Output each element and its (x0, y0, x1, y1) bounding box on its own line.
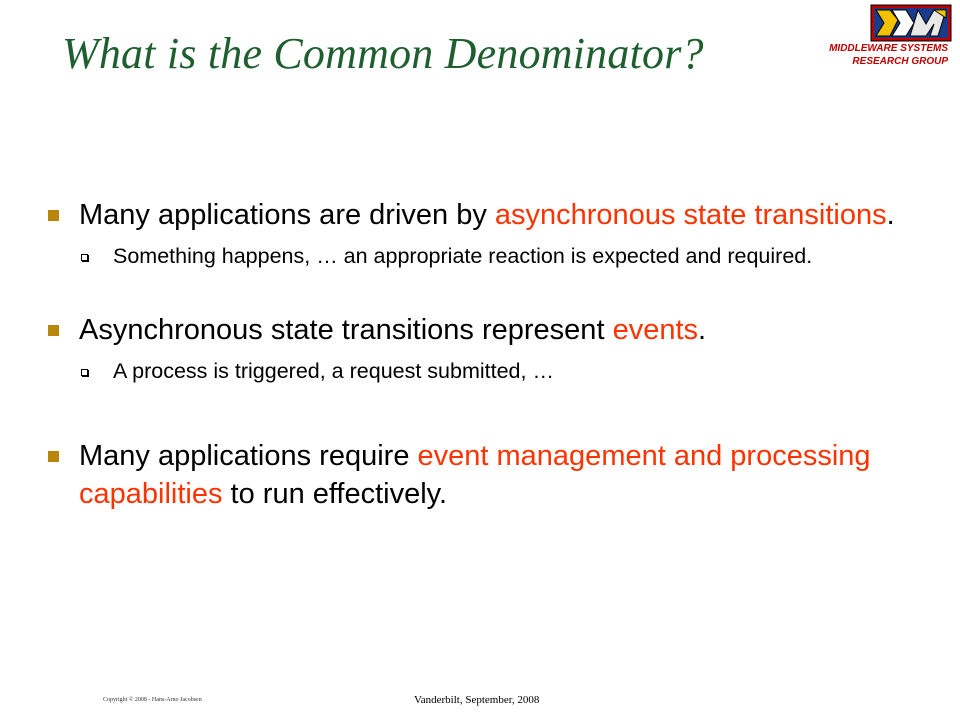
square-bullet-icon (48, 325, 59, 336)
bullet-text: Many applications are driven by (79, 199, 495, 231)
bullet-text-end: . (698, 314, 707, 346)
bullet-item (48, 311, 908, 349)
sub-bullet-text: Something happens, … an appropriate reaction is expected and required. (113, 244, 813, 268)
bullet-text-end: to run effectively. (222, 478, 448, 510)
bullet-highlight: events (612, 314, 699, 346)
bullet-text: Many applications require (79, 440, 418, 472)
sub-bullet-item (81, 355, 908, 387)
venue-footer: Vanderbilt, September, 2008 (414, 694, 540, 706)
square-bullet-icon (48, 451, 59, 462)
bullet-text: Asynchronous state transitions represent (79, 314, 613, 346)
bullet-highlight: asynchronous state transitions (494, 199, 887, 231)
msrg-logo-icon (870, 4, 952, 42)
research-group-label (829, 42, 948, 68)
group-name-line1: MIDDLEWARE SYSTEMS (829, 43, 948, 54)
sub-bullet-text: A process is triggered, a request submitted, … (113, 359, 554, 383)
bullet-item (48, 196, 908, 234)
slide-body (48, 196, 908, 513)
hollow-square-bullet-icon (81, 254, 88, 261)
bullet-item (48, 437, 908, 513)
slide-title: What is the Common Denominator? (62, 29, 704, 78)
square-bullet-icon (48, 210, 59, 221)
hollow-square-bullet-icon (81, 369, 88, 376)
sub-bullet-item (81, 240, 908, 272)
bullet-text-end: . (886, 199, 895, 231)
group-name-line2: RESEARCH GROUP (852, 56, 948, 67)
bullet-highlight: event management and processing capabilities (79, 440, 871, 510)
copyright-footer: Copyright © 2008 - Hans-Arno Jacobsen (103, 697, 202, 703)
